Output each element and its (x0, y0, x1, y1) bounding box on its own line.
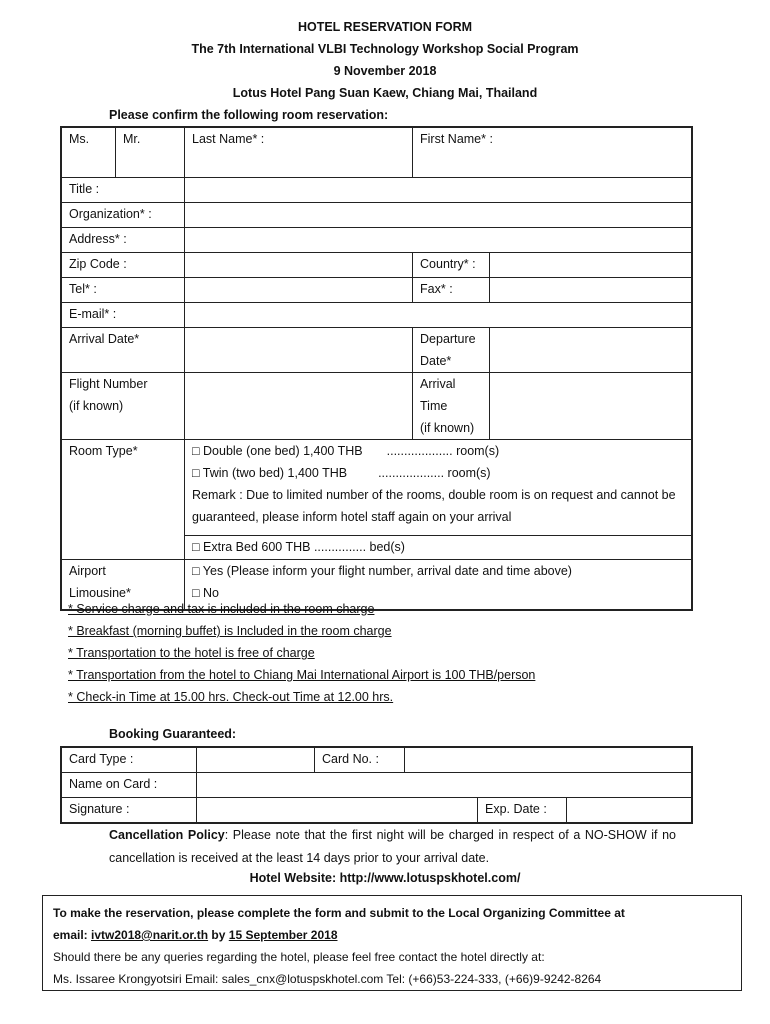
title-label: Title : (62, 178, 185, 203)
title-ms-option[interactable]: Ms. (62, 128, 116, 178)
room-remark: Remark : Due to limited number of the rooms, double room is on request and cannot be guaranteed, please inform hotel staff again on your arrival (192, 488, 676, 524)
event-venue: Lotus Hotel Pang Suan Kaew, Chiang Mai, Thailand (232, 86, 538, 100)
departure-date-field[interactable] (490, 328, 692, 373)
country-field[interactable] (490, 253, 692, 278)
arrival-date-label: Arrival Date* (62, 328, 185, 373)
flight-number-field[interactable] (185, 373, 413, 440)
deadline-date: 15 September 2018 (228, 928, 338, 942)
card-type-field[interactable] (197, 748, 315, 773)
note-item: * Breakfast (morning buffet) is Included in the room charge (68, 624, 392, 638)
double-room-checkbox[interactable]: □ Double (one bed) 1,400 THB (192, 444, 363, 458)
exp-date-field[interactable] (567, 798, 692, 823)
title-mr-option[interactable]: Mr. (116, 128, 185, 178)
card-no-label: Card No. : (315, 748, 405, 773)
arrival-time-field[interactable] (490, 373, 692, 440)
extra-bed-checkbox[interactable]: □ Extra Bed 600 THB ............... bed(s) (185, 536, 692, 560)
card-type-label: Card Type : (62, 748, 197, 773)
fax-label: Fax* : (413, 278, 490, 303)
arrival-time-label: Arrival Time (if known) (413, 373, 490, 440)
fax-field[interactable] (490, 278, 692, 303)
arrival-date-field[interactable] (185, 328, 413, 373)
submit-instruction: To make the reservation, please complete the form and submit to the Local Organizing Committee at (53, 906, 625, 920)
double-room-qty[interactable]: ................... room(s) (386, 444, 500, 458)
organization-field[interactable] (185, 203, 692, 228)
address-label: Address* : (62, 228, 185, 253)
cancellation-policy-text: : Please note that the first night will be charged in respect of a NO-SHOW if no cancellation is received at the least 14 days prior to your arrival date. (109, 828, 676, 865)
signature-field[interactable] (197, 798, 478, 823)
form-title: HOTEL RESERVATION FORM (297, 20, 473, 34)
notes-list (68, 598, 535, 708)
zip-label: Zip Code : (62, 253, 185, 278)
note-item: * Transportation from the hotel to Chiang Mai International Airport is 100 THB/person (68, 668, 536, 682)
airport-limousine-label: Airport Limousine* (62, 560, 185, 610)
name-on-card-label: Name on Card : (62, 773, 197, 798)
cancellation-policy-label: Cancellation Policy (109, 828, 225, 842)
tel-label: Tel* : (62, 278, 185, 303)
note-item: * Service charge and tax is included in the room charge (68, 602, 375, 616)
exp-date-label: Exp. Date : (478, 798, 567, 823)
queries-text: Should there be any queries regarding the hotel, please feel free contact the hotel directly at: (53, 950, 545, 964)
room-type-label: Room Type* (62, 440, 185, 560)
booking-table (61, 747, 692, 823)
name-on-card-field[interactable] (197, 773, 692, 798)
hotel-contact: Ms. Issaree Krongyotsiri Email: sales_cnx@lotuspskhotel.com Tel: (+66)53-224-333, (+66)9-9242-8264 (53, 972, 602, 986)
card-no-field[interactable] (405, 748, 692, 773)
first-name-field[interactable]: First Name* : (413, 128, 692, 178)
tel-field[interactable] (185, 278, 413, 303)
organization-label: Organization* : (62, 203, 185, 228)
confirm-label: Please confirm the following room reservation: (109, 108, 389, 122)
hotel-website[interactable]: Hotel Website: http://www.lotuspskhotel.com/ (249, 871, 521, 885)
submission-instructions: To make the reservation, please complete the form and submit to the Local Organizing Committee at email: ivtw2018@narit.or.th by 15 September 2018 Should there be any queries regarding the hotel, please feel free contact the hotel directly at: Ms. Issaree Krongyotsiri Email: sales_cnx@lotuspskhotel.com Tel: (+66)53-224-333, (+66)9-9242-8264 (42, 895, 742, 991)
departure-date-label: Departure Date* (413, 328, 490, 373)
limousine-yes-checkbox[interactable]: □ Yes (Please inform your flight number, arrival date and time above) (192, 564, 572, 578)
flight-number-label: Flight Number (if known) (62, 373, 185, 440)
limousine-no-checkbox[interactable]: □ No (192, 586, 220, 600)
address-field[interactable] (185, 228, 692, 253)
booking-label: Booking Guaranteed: (109, 727, 237, 741)
twin-room-checkbox[interactable]: □ Twin (two bed) 1,400 THB (192, 466, 348, 480)
signature-label: Signature : (62, 798, 197, 823)
note-item: * Check-in Time at 15.00 hrs. Check-out Time at 12.00 hrs. (68, 690, 394, 704)
email-label: E-mail* : (62, 303, 185, 328)
email-field[interactable] (185, 303, 692, 328)
cancellation-policy (109, 824, 676, 870)
country-label: Country* : (413, 253, 490, 278)
room-type-options (185, 440, 692, 536)
zip-field[interactable] (185, 253, 413, 278)
twin-room-qty[interactable]: ................... room(s) (378, 466, 491, 480)
event-title: The 7th International VLBI Technology Workshop Social Program (191, 42, 579, 56)
event-date: 9 November 2018 (333, 64, 437, 78)
last-name-field[interactable]: Last Name* : (185, 128, 413, 178)
note-item: * Transportation to the hotel is free of charge (68, 646, 315, 660)
reservation-table (61, 127, 692, 610)
organizer-email-link[interactable]: ivtw2018@narit.or.th (91, 928, 209, 942)
title-field[interactable] (185, 178, 692, 203)
